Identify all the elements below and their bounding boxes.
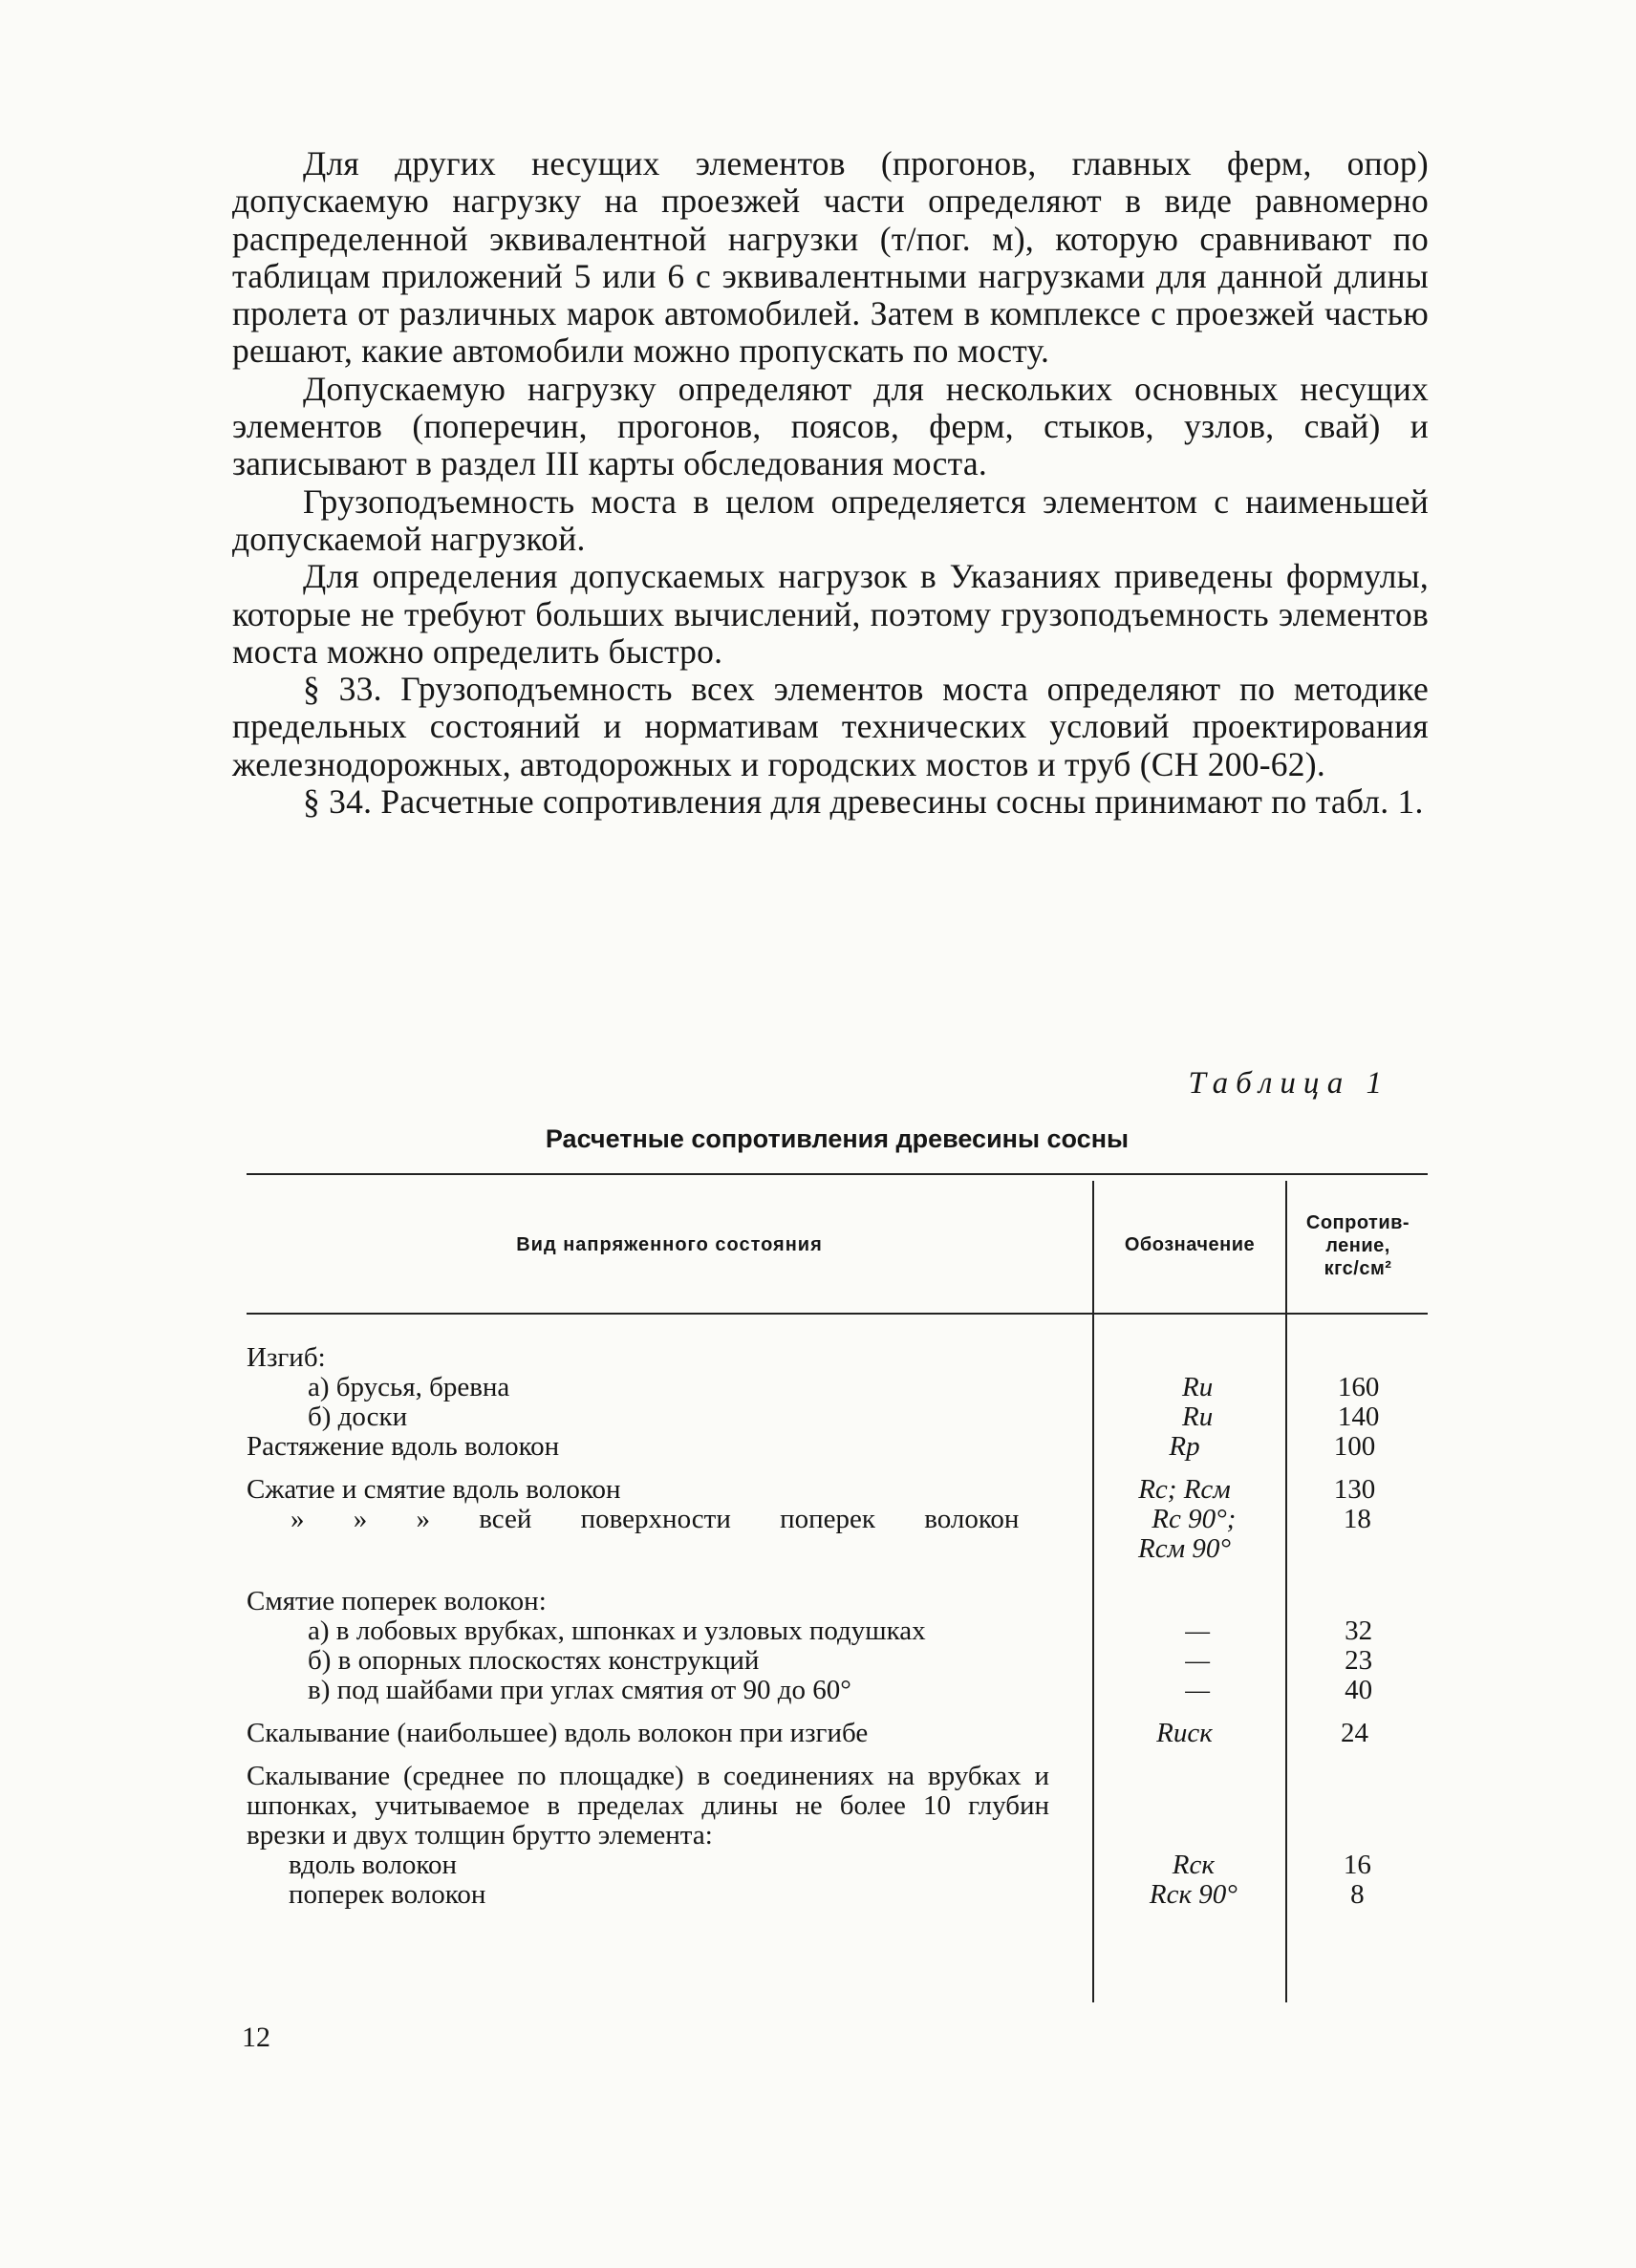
page-number: 12 xyxy=(242,2022,270,2053)
row-value: 18 xyxy=(1343,1504,1371,1534)
row-description: Скалывание (наибольшее) вдоль волокон при изгибе xyxy=(247,1718,869,1748)
table-header-rule xyxy=(247,1313,1428,1315)
table-row xyxy=(247,1880,1428,1910)
table-row xyxy=(247,1851,1428,1880)
paragraph: Грузоподъемность моста в целом определяется элементом с наименьшей допускаемой нагрузкой. xyxy=(232,481,1429,558)
table-row xyxy=(247,1587,1428,1616)
row-value: 100 xyxy=(1333,1431,1376,1462)
row-value xyxy=(1281,1762,1428,1851)
row-symbol xyxy=(1087,1762,1281,1851)
header-resistance xyxy=(1288,1211,1428,1280)
header-resistance-line: ление, xyxy=(1325,1235,1390,1256)
row-symbol: — xyxy=(1185,1615,1211,1646)
row-symbol: Rск xyxy=(1172,1850,1215,1880)
table-body xyxy=(247,1343,1428,1910)
row-symbol xyxy=(1087,1587,1281,1616)
table-row xyxy=(247,1475,1428,1505)
row-description: Сжатие и смятие вдоль волокон xyxy=(247,1474,621,1505)
row-description xyxy=(247,1534,1087,1564)
row-value: 32 xyxy=(1345,1615,1373,1646)
table-row xyxy=(247,1534,1428,1564)
row-description: Скалывание (среднее по площадке) в соединениях на врубках и шпонках, учитываемое в пределах длины не более 10 глубин врезки и двух толщин брутто элемента: xyxy=(247,1761,1049,1851)
row-symbol xyxy=(1087,1343,1281,1373)
row-description: а) в лобовых врубках, шпонках и узловых подушках xyxy=(308,1615,926,1646)
row-value xyxy=(1281,1587,1428,1616)
paragraph: Для определения допускаемых нагрузок в Указаниях приведены формулы, которые не требуют больших вычислений, поэтому грузоподъемность элементов моста можно определить быстро. xyxy=(232,557,1429,671)
row-value: 24 xyxy=(1341,1718,1368,1748)
row-value xyxy=(1281,1343,1428,1373)
header-state: Вид напряженного состояния xyxy=(516,1234,823,1255)
row-description: вдоль волокон xyxy=(289,1850,458,1880)
row-symbol: Rс; Rсм xyxy=(1138,1474,1231,1505)
table-row xyxy=(247,1505,1428,1534)
table-title: Расчетные сопротивления древесины сосны xyxy=(545,1124,1130,1153)
row-value: 160 xyxy=(1337,1372,1380,1402)
paragraph: Для других несущих элементов (прогонов, главных ферм, опор) допускаемую нагрузку на проезжей части определяют в виде равномерно распределенной эквивалентной нагрузки (т/пог. м), которую сравнивают по таблицам приложений 5 или 6 с эквивалентными нагрузками для данной длины пролета от различных марок автомобилей. Затем в комплексе с проезжей частью решают, какие автомобили можно пропускать по мосту. xyxy=(232,144,1429,371)
table-row xyxy=(247,1762,1428,1851)
paragraph: Допускаемую нагрузку определяют для нескольких основных несущих элементов (поперечин, прогонов, поясов, ферм, стыков, узлов, свай) и записывают в раздел III карты обследования моста. xyxy=(232,369,1429,483)
header-symbol: Обозначение xyxy=(1124,1234,1256,1255)
table-row xyxy=(247,1343,1428,1373)
row-value: 8 xyxy=(1350,1879,1365,1910)
table-row xyxy=(247,1676,1428,1705)
row-description: поперек волокон xyxy=(289,1879,486,1910)
row-value: 130 xyxy=(1333,1474,1376,1505)
row-symbol: Rсм 90° xyxy=(1138,1533,1231,1564)
body-text xyxy=(232,145,1429,821)
table-row xyxy=(247,1616,1428,1646)
row-symbol: Rи xyxy=(1182,1401,1214,1432)
row-description: а) брусья, бревна xyxy=(308,1372,510,1402)
table-label: Таблица 1 xyxy=(1188,1066,1389,1101)
row-description: б) доски xyxy=(308,1401,408,1432)
row-symbol: Rс 90°; xyxy=(1152,1504,1237,1534)
row-symbol: Rиск xyxy=(1156,1718,1213,1748)
paragraph: § 33. Грузоподъемность всех элементов моста определяют по методике предельных состояний и нормативам технических условий проектирования железнодорожных, автодорожных и городских мостов и труб (СН 200-62). xyxy=(232,670,1429,783)
table-row xyxy=(247,1719,1428,1748)
header-resistance-line: кгс/см² xyxy=(1324,1258,1392,1279)
row-description: Смятие поперек волокон: xyxy=(247,1586,547,1616)
row-symbol: — xyxy=(1185,1645,1211,1676)
paragraph: § 34. Расчетные сопротивления для древесины сосны принимают по табл. 1. xyxy=(303,782,1424,822)
table-row xyxy=(247,1646,1428,1676)
row-description: б) в опорных плоскостях конструкций xyxy=(308,1645,760,1676)
table-row xyxy=(247,1373,1428,1402)
row-symbol: — xyxy=(1185,1675,1211,1705)
row-symbol: Rск 90° xyxy=(1149,1879,1238,1910)
row-value xyxy=(1281,1534,1428,1564)
row-value: 140 xyxy=(1337,1401,1380,1432)
table-row xyxy=(247,1432,1428,1462)
row-description: Растяжение вдоль волокон xyxy=(247,1431,560,1462)
row-description: » » » всей поверхности поперек волокон xyxy=(291,1504,1020,1534)
table-top-rule xyxy=(247,1173,1428,1175)
header-resistance-line: Сопротив- xyxy=(1305,1212,1410,1233)
row-symbol: Rр xyxy=(1169,1431,1200,1462)
row-symbol: Rи xyxy=(1182,1372,1214,1402)
row-description: в) под шайбами при углах смятия от 90 до 60° xyxy=(308,1675,851,1705)
row-value: 16 xyxy=(1343,1850,1371,1880)
row-value: 23 xyxy=(1345,1645,1373,1676)
row-value: 40 xyxy=(1345,1675,1373,1705)
row-description: Изгиб: xyxy=(247,1342,326,1373)
table-row xyxy=(247,1402,1428,1432)
